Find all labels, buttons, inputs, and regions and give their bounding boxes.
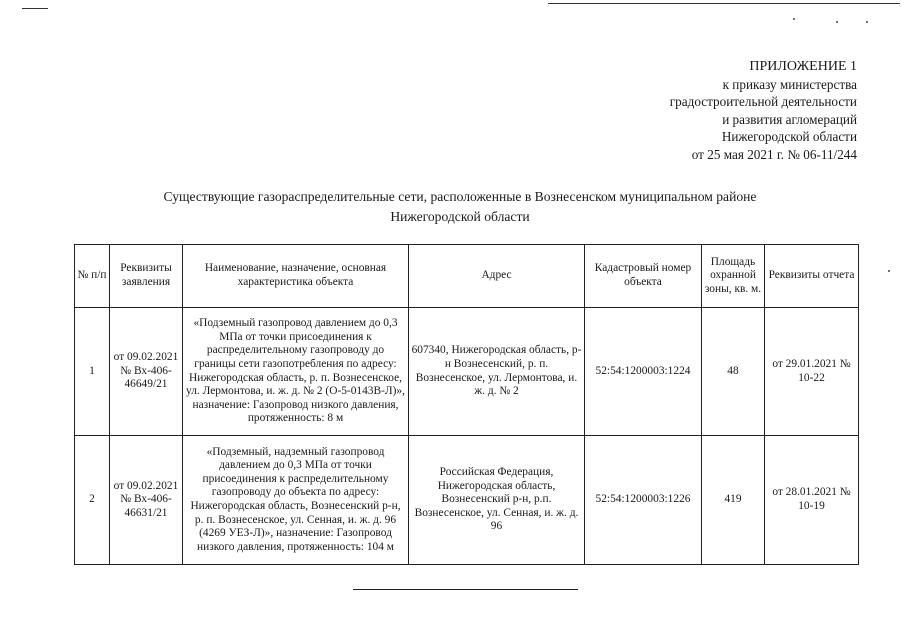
closing-separator-line [353, 589, 578, 590]
header-num: № п/п [75, 245, 110, 308]
cell-report: от 29.01.2021 № 10-22 [765, 308, 859, 436]
scan-mark-top-right [548, 3, 900, 4]
cell-address: Российская Федерация, Нижегородская область, Вознесенский р-н, р.п. Вознесенское, ул. Сенная, и. ж. д. 96 [409, 436, 585, 565]
appendix-block [670, 58, 857, 164]
header-cadastral: Кадастровый номер объекта [585, 245, 702, 308]
header-area: Площадь охранной зоны, кв. м. [702, 245, 765, 308]
cell-description: «Подземный, надземный газопровод давлением до 0,3 МПа от точки присоединения к распределительному газопроводу до объекта по адресу: Нижегородская область, Вознесенский р-н, р. п. Вознесенское, ул. Сенная, и. ж. д. 96 (4269 УЕЗ-Л)», назначение: Газопровод низкого давления, протяженность: 104 м [183, 436, 409, 565]
appendix-line: к приказу министерства [722, 76, 857, 92]
header-description: Наименование, назначение, основная характеристика объекта [183, 245, 409, 308]
cell-address: 607340, Нижегородская область, р-н Вознесенский, р. п. Вознесенское, ул. Лермонтова, и. ж. д. № 2 [409, 308, 585, 436]
cell-request: от 09.02.2021 № Вх-406-46631/21 [110, 436, 183, 565]
cell-request: от 09.02.2021 № Вх-406-46649/21 [110, 308, 183, 436]
cell-num: 2 [75, 436, 110, 565]
cell-report: от 28.01.2021 № 10-19 [765, 436, 859, 565]
header-report: Реквизиты отчета [765, 245, 859, 308]
document-title-line: Нижегородской области [390, 209, 530, 224]
cell-description: «Подземный газопровод давлением до 0,3 МПа от точки присоединения к распределительному газопроводу до границы сети газопотребления по адресу: Нижегородская область, р. п. Вознесенское, ул. Лермонтова, и. ж. д. № 2 (О-5-0143В-Л)», назначение: Газопровод низкого давления, протяженность: 8 м [183, 308, 409, 436]
scan-dot [866, 21, 868, 23]
cell-num: 1 [75, 308, 110, 436]
cell-cadastral: 52:54:1200003:1226 [585, 436, 702, 565]
appendix-line: и развития агломераций [722, 111, 857, 127]
scan-dot [888, 270, 890, 272]
scan-dot [836, 21, 838, 23]
header-address: Адрес [409, 245, 585, 308]
cell-cadastral: 52:54:1200003:1224 [585, 308, 702, 436]
scan-dot [793, 18, 795, 20]
document-title-line: Существующие газораспределительные сети, расположенные в Вознесенском муниципальном районе [163, 189, 757, 204]
gas-networks-table [74, 244, 859, 565]
table-header-row [75, 245, 859, 308]
appendix-heading: ПРИЛОЖЕНИЕ 1 [749, 59, 857, 74]
appendix-line: от 25 мая 2021 г. № 06-11/244 [691, 146, 857, 162]
cell-area: 48 [702, 308, 765, 436]
document-title [60, 187, 860, 227]
appendix-line: Нижегородской области [721, 129, 857, 145]
table-row [75, 436, 859, 565]
table-row [75, 308, 859, 436]
cell-area: 419 [702, 436, 765, 565]
scan-mark-top-left [22, 8, 48, 9]
appendix-line: градостроительной деятельности [669, 94, 857, 110]
header-request: Реквизиты заявления [110, 245, 183, 308]
